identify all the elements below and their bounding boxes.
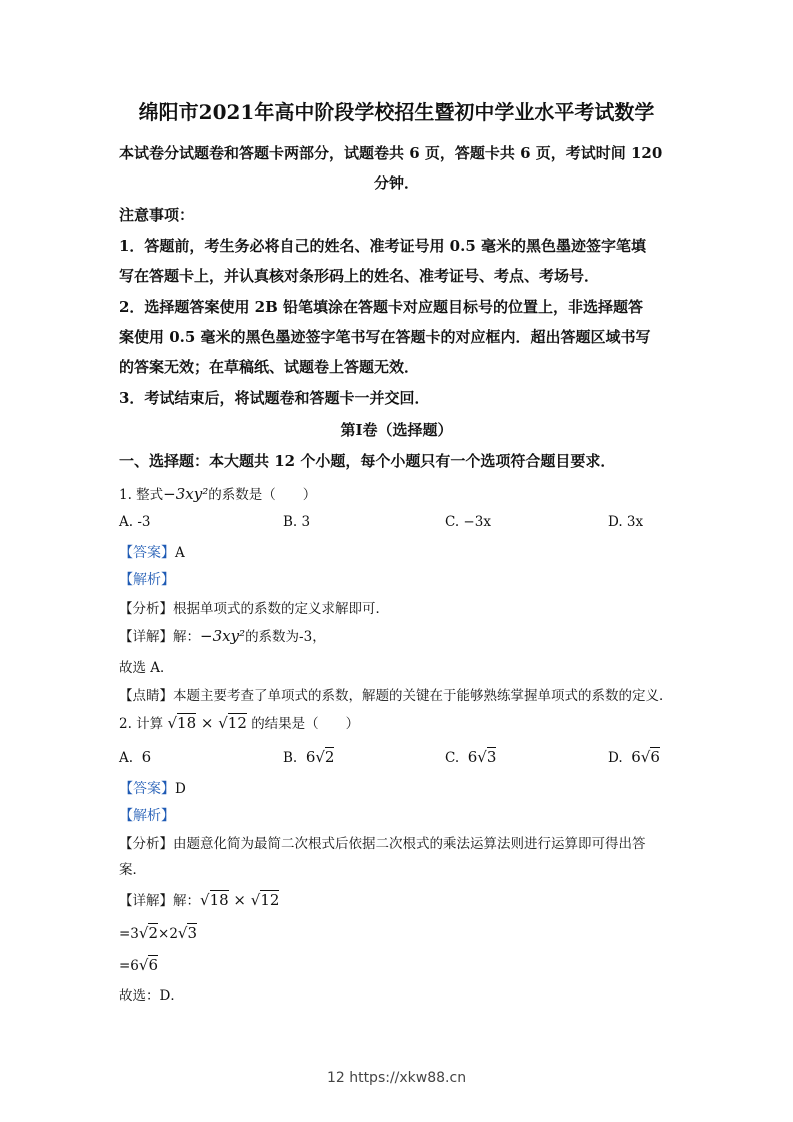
intro-line-1: 本试卷分试题卷和答题卡两部分，试题卷共 6 页，答题卡共 6 页，考试时间 120: [119, 144, 663, 162]
q1-comment: 【点睛】本题主要考查了单项式的系数，解题的关键在于能够熟练掌握单项式的系数的定义．: [119, 688, 673, 704]
q2-expression: √18 × √12: [167, 714, 247, 732]
q2-option-c-label: C.: [445, 750, 460, 766]
q2-suffix: 的结果是（ ）: [251, 716, 360, 732]
note-2-line-2: 案使用 0.5 毫米的黑色墨迹签字笔书写在答题卡的对应框内．超出答题区域书写: [119, 328, 651, 346]
note-2-line-3: 的答案无效；在草稿纸、试题卷上答题无效．: [119, 358, 420, 376]
q2-step-2: =6√6: [119, 956, 159, 974]
q2-choose: 故选：D．: [119, 988, 184, 1004]
q2-fenxi-line-1: 【分析】由题意化简为最简二次根式后依据二次根式的乘法运算法则进行运算即可得出答: [119, 836, 646, 852]
q2-option-b-label: B.: [283, 750, 298, 766]
q1-fenxi: 【分析】根据单项式的系数的定义求解即可．: [119, 601, 389, 617]
q2-step-1-mid: ×2: [158, 926, 178, 942]
q2-answer-tag: 【答案】: [119, 781, 175, 797]
section-heading: 一、选择题：本大题共 12 个小题，每个小题只有一个选项符合题目要求．: [119, 452, 616, 470]
q1-stem: [119, 483, 316, 503]
q1-detail-prefix: 【详解】解：: [119, 629, 200, 645]
q2-fenxi-line-2: 案．: [119, 862, 146, 878]
q2-answer-line: [119, 778, 186, 798]
q1-answer-tag: 【答案】: [119, 545, 175, 561]
part-heading: 第Ⅰ卷（选择题）: [340, 421, 453, 439]
q1-detail-expression: −3xy²: [200, 627, 246, 645]
intro-line-2: 分钟．: [373, 174, 419, 192]
q1-detail: [119, 625, 326, 645]
note-1-line-2: 写在答题卡上，并认真核对条形码上的姓名、准考证号、考点、考场号．: [119, 267, 600, 285]
q2-option-d-label: D.: [608, 750, 623, 766]
q2-option-b: B. 6√2: [283, 748, 335, 766]
q2-option-c: C. 6√3: [445, 748, 497, 766]
q2-detail: 【详解】解：√18 × √12: [119, 891, 280, 909]
q2-prefix: 2. 计算: [119, 716, 164, 732]
q2-option-a-value: 6: [141, 748, 152, 766]
q1-option-a: A. -3: [119, 514, 151, 530]
q1-prefix: 1. 整式: [119, 487, 164, 503]
q1-option-d: D. 3x: [608, 514, 644, 530]
q1-suffix: 的系数是（ ）: [208, 487, 317, 503]
q2-answer: D: [175, 781, 186, 797]
q1-expression: −3xy²: [163, 485, 209, 503]
q1-choose: 故选 A．: [119, 660, 174, 676]
q2-option-a: [119, 748, 151, 766]
note-1-line-1: 1．答题前，考生务必将自己的姓名、准考证号用 0.5 毫米的黑色墨迹签字笔填: [119, 237, 646, 255]
q2-step-1: =3√2×2√3: [119, 924, 198, 942]
q1-answer-line: [119, 542, 185, 562]
q2-step-2-prefix: =6: [119, 958, 139, 974]
note-2-line-1: 2．选择题答案使用 2B 铅笔填涂在答题卡对应题目标号的位置上，非选择题答: [119, 298, 643, 316]
q1-detail-suffix: 的系数为-3，: [245, 629, 326, 645]
notes-heading: 注意事项：: [119, 206, 195, 224]
page-title: 绵阳市2021年高中阶段学校招生暨初中学业水平考试数学: [138, 100, 655, 124]
q2-step-1-prefix: =3: [119, 926, 139, 942]
q1-analysis-tag: 【解析】: [119, 572, 175, 588]
q2-option-a-label: A.: [119, 750, 134, 766]
q1-answer: A: [175, 545, 185, 561]
page-footer: 12 https://xkw88.cn: [326, 1070, 467, 1086]
q2-stem: [119, 712, 359, 732]
note-3: 3．考试结束后，将试题卷和答题卡一并交回．: [119, 389, 430, 407]
q1-option-b: B. 3: [283, 514, 311, 530]
q2-detail-prefix: 【详解】解：: [119, 893, 200, 909]
q2-analysis-tag: 【解析】: [119, 808, 175, 824]
q1-option-c: C. −3x: [445, 514, 491, 530]
q2-option-d: D. 6√6: [608, 748, 660, 766]
